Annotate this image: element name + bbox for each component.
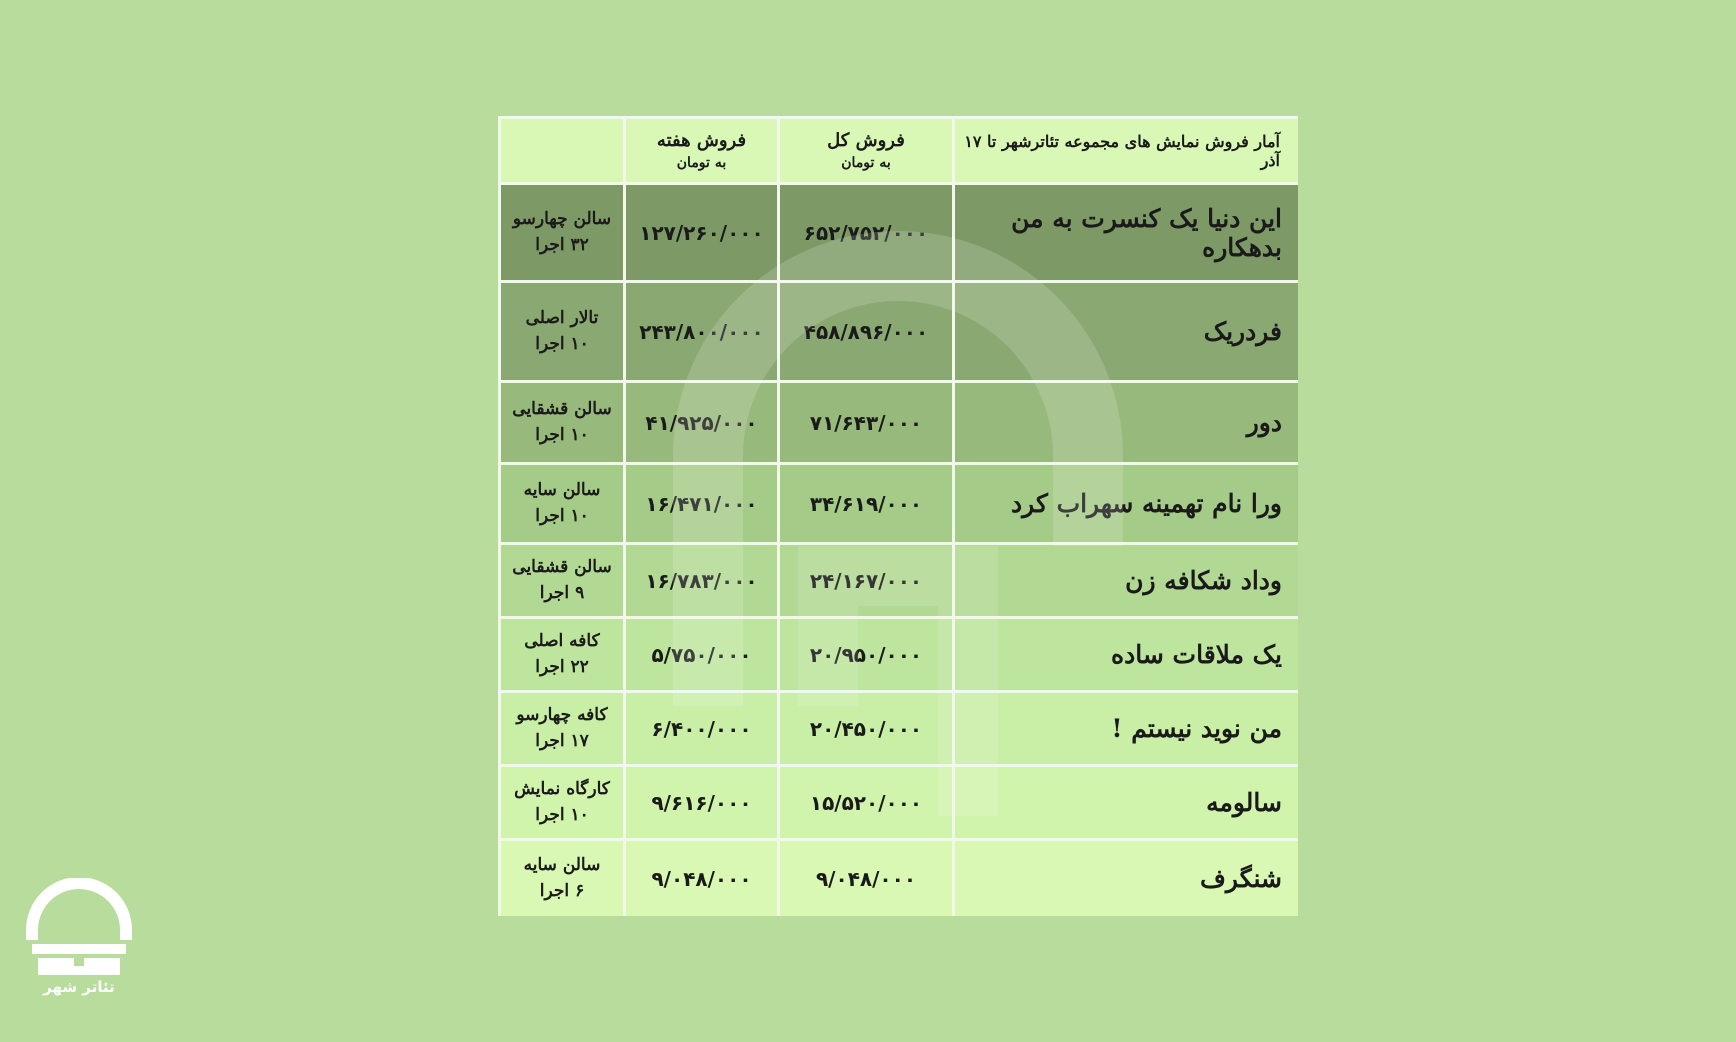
venue-name: سالن قشقایی bbox=[512, 399, 612, 419]
total-sales-cell: ۶۵۲/۷۵۲/۰۰۰ bbox=[779, 184, 954, 282]
venue-cell bbox=[500, 184, 625, 282]
total-sales-cell: ۲۰/۴۵۰/۰۰۰ bbox=[779, 692, 954, 766]
venue-name: سالن چهارسو bbox=[512, 209, 612, 229]
show-name-cell: شنگرف bbox=[954, 840, 1299, 917]
venue-header bbox=[500, 118, 625, 184]
total-sales-cell: ۴۵۸/۸۹۶/۰۰۰ bbox=[779, 282, 954, 382]
table-title: آمار فروش نمایش های مجموعه تئاترشهر تا ۱۷ آذر bbox=[954, 118, 1299, 184]
show-name-cell: دور bbox=[954, 382, 1299, 464]
table-row bbox=[500, 544, 1299, 618]
venue-name: کافه اصلی bbox=[524, 631, 600, 651]
show-name-cell: وداد شکافه زن bbox=[954, 544, 1299, 618]
total-sales-cell: ۱۵/۵۲۰/۰۰۰ bbox=[779, 766, 954, 840]
venue-name: کافه چهارسو bbox=[516, 705, 608, 725]
weekly-sales-label: فروش هفته bbox=[656, 130, 747, 151]
sales-table bbox=[498, 116, 1298, 916]
table-row bbox=[500, 840, 1299, 917]
total-sales-label: فروش کل bbox=[827, 130, 905, 151]
total-sales-header bbox=[779, 118, 954, 184]
total-sales-unit: به تومان bbox=[841, 155, 891, 171]
weekly-sales-cell: ۱۶/۴۷۱/۰۰۰ bbox=[625, 464, 779, 544]
performance-count: ۱۰ اجرا bbox=[535, 424, 589, 445]
show-name-cell: فردریک bbox=[954, 282, 1299, 382]
total-sales-cell: ۹/۰۴۸/۰۰۰ bbox=[779, 840, 954, 917]
weekly-sales-unit: به تومان bbox=[676, 155, 727, 171]
performance-count: ۲۲ اجرا bbox=[535, 656, 589, 677]
weekly-sales-cell: ۱۶/۷۸۳/۰۰۰ bbox=[625, 544, 779, 618]
performance-count: ۱۷ اجرا bbox=[535, 730, 589, 751]
table-row bbox=[500, 184, 1299, 282]
sales-table-container bbox=[498, 116, 1298, 916]
venue-name: کارگاه نمایش bbox=[514, 779, 610, 799]
performance-count: ۱۰ اجرا bbox=[535, 505, 589, 526]
table-row bbox=[500, 464, 1299, 544]
weekly-sales-cell: ۹/۶۱۶/۰۰۰ bbox=[625, 766, 779, 840]
performance-count: ۱۰ اجرا bbox=[535, 333, 589, 354]
venue-name: تالار اصلی bbox=[525, 308, 599, 328]
show-name-cell: ورا نام تهمینه سهراب کرد bbox=[954, 464, 1299, 544]
show-name-cell: یک ملاقات ساده bbox=[954, 618, 1299, 692]
table-row bbox=[500, 618, 1299, 692]
weekly-sales-cell: ۴۱/۹۲۵/۰۰۰ bbox=[625, 382, 779, 464]
total-sales-cell: ۷۱/۶۴۳/۰۰۰ bbox=[779, 382, 954, 464]
weekly-sales-cell: ۵/۷۵۰/۰۰۰ bbox=[625, 618, 779, 692]
weekly-sales-cell: ۶/۴۰۰/۰۰۰ bbox=[625, 692, 779, 766]
weekly-sales-cell: ۹/۰۴۸/۰۰۰ bbox=[625, 840, 779, 917]
total-sales-cell: ۳۴/۶۱۹/۰۰۰ bbox=[779, 464, 954, 544]
venue-name: سالن سایه bbox=[523, 855, 601, 875]
performance-count: ۱۰ اجرا bbox=[535, 804, 589, 825]
weekly-sales-cell: ۱۲۷/۲۶۰/۰۰۰ bbox=[625, 184, 779, 282]
show-name-cell: سالومه bbox=[954, 766, 1299, 840]
venue-name: سالن سایه bbox=[523, 480, 601, 500]
show-name-cell: این دنیا یک کنسرت به من بدهکاره bbox=[954, 184, 1299, 282]
weekly-sales-header bbox=[625, 118, 779, 184]
weekly-sales-cell: ۲۴۳/۸۰۰/۰۰۰ bbox=[625, 282, 779, 382]
total-sales-cell: ۲۰/۹۵۰/۰۰۰ bbox=[779, 618, 954, 692]
logo-caption: تئاتر شهر bbox=[43, 978, 115, 996]
show-name-cell: من نوید نیستم ! bbox=[954, 692, 1299, 766]
venue-cell bbox=[500, 618, 625, 692]
table-row bbox=[500, 282, 1299, 382]
venue-cell bbox=[500, 382, 625, 464]
performance-count: ۹ اجرا bbox=[539, 582, 585, 603]
table-header-row bbox=[500, 118, 1299, 184]
venue-cell bbox=[500, 544, 625, 618]
performance-count: ۶ اجرا bbox=[539, 880, 585, 901]
venue-name: سالن قشقایی bbox=[512, 557, 612, 577]
table-row bbox=[500, 382, 1299, 464]
table-row bbox=[500, 766, 1299, 840]
performance-count: ۳۲ اجرا bbox=[535, 234, 589, 255]
table-body bbox=[500, 184, 1299, 917]
venue-cell bbox=[500, 766, 625, 840]
venue-cell bbox=[500, 692, 625, 766]
venue-cell bbox=[500, 840, 625, 917]
total-sales-cell: ۲۴/۱۶۷/۰۰۰ bbox=[779, 544, 954, 618]
venue-cell bbox=[500, 464, 625, 544]
table-row bbox=[500, 692, 1299, 766]
venue-cell bbox=[500, 282, 625, 382]
